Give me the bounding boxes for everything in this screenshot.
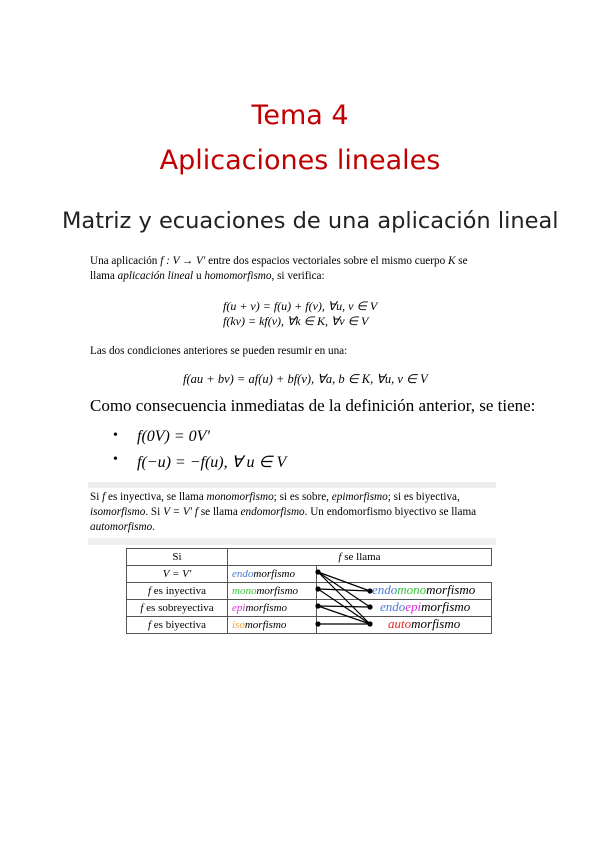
classification-text: Si f es inyectiva, se llama monomorfismo; si es sobre, epimorfismo; si es biyectiva, isomorfismo. Si V = V′ f se llama endomorfismo. Un endomorfismo biyectivo se llama automorfismo. bbox=[90, 491, 477, 533]
formula-homogeneity: f(kv) = kf(v), ∀k ∈ K, ∀v ∈ V bbox=[223, 314, 369, 328]
condition-cell: f es biyectiva bbox=[127, 617, 228, 634]
result-automorfismo: automorfismo bbox=[388, 616, 461, 631]
consequence-formula: f(0V) = 0V′ bbox=[137, 428, 210, 445]
name-cell: isomorfismo bbox=[228, 617, 317, 634]
definition-text: Una aplicación f : V → V′ entre dos espacios vectoriales sobre el mismo cuerpo K se llama aplicación lineal u homomorfismo, si verifica: bbox=[90, 255, 468, 282]
condition-cell: f es inyectiva bbox=[127, 583, 228, 600]
chapter-title: Aplicaciones lineales bbox=[159, 145, 441, 176]
section-title: Matriz y ecuaciones de una aplicación lineal bbox=[62, 208, 559, 234]
condition-cell: f es sobreyectiva bbox=[127, 600, 228, 617]
morphism-table bbox=[126, 548, 492, 634]
bullet-icon: • bbox=[113, 428, 118, 443]
consequence-formula: f(−u) = −f(u), ∀ u ∈ V bbox=[137, 454, 287, 471]
header-cell-name: f se llama bbox=[228, 549, 492, 566]
result-endoepimorfismo: endoepimorfismo bbox=[380, 599, 471, 614]
header-cell-condition: Si bbox=[127, 549, 228, 566]
result-endomonomorfismo: endomonomorfismo bbox=[372, 582, 476, 597]
name-cell: endomorfismo bbox=[228, 566, 317, 583]
combined-condition-text: Las dos condiciones anteriores se pueden resumir en una: bbox=[90, 345, 348, 357]
consequences-heading: Como consecuencia inmediatas de la definición anterior, se tiene: bbox=[90, 396, 536, 415]
formula-additivity: f(u + v) = f(u) + f(v), ∀u, v ∈ V bbox=[223, 299, 378, 313]
bullet-icon: • bbox=[113, 452, 118, 467]
name-cell: epimorfismo bbox=[228, 600, 317, 617]
divider bbox=[88, 538, 496, 545]
formula-combined: f(au + bv) = af(u) + bf(v), ∀a, b ∈ K, ∀u, v ∈ V bbox=[183, 372, 428, 386]
chapter-number: Tema 4 bbox=[251, 100, 349, 131]
name-cell: monomorfismo bbox=[228, 583, 317, 600]
divider bbox=[88, 482, 496, 488]
condition-cell: V = V′ bbox=[127, 566, 228, 583]
